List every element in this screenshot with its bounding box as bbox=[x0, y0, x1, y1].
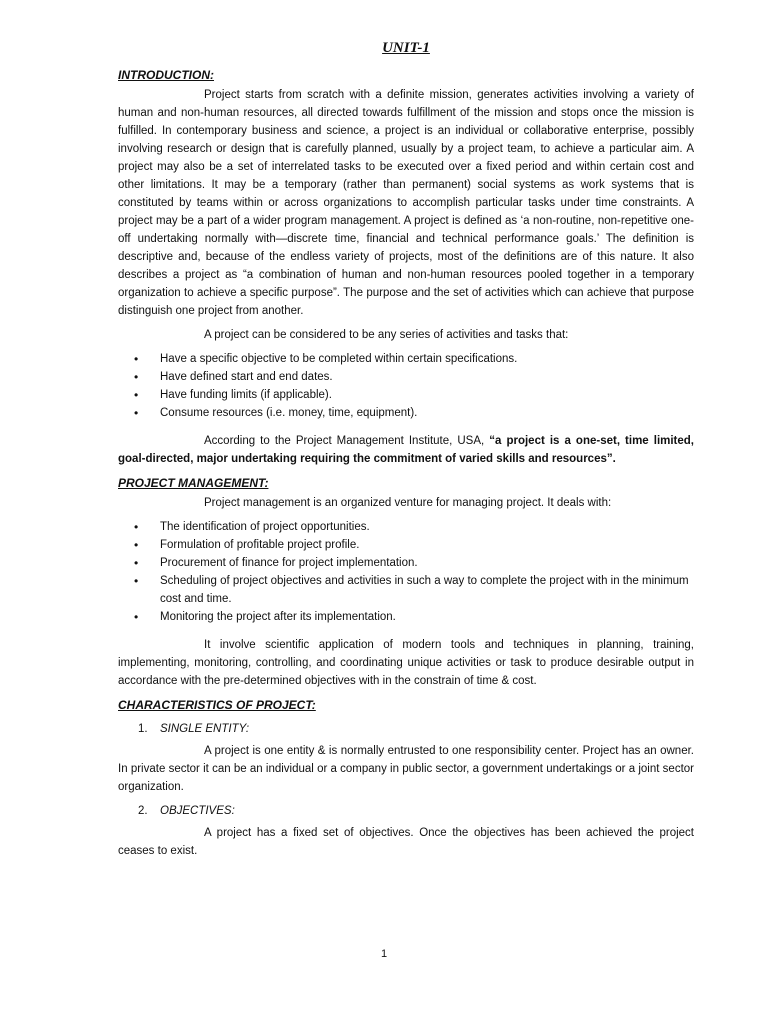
characteristic-item-1 bbox=[118, 720, 694, 738]
introduction-paragraph: Project starts from scratch with a definite mission, generates activities involving a variety of human and non-human resources, all directed towards fulfillment of the mission and stops once the mission is fulfilled. In contemporary business and science, a project is an individual or collaborative enterprise, possibly involving research or design that is carefully planned, usually by a project team, to achieve a particular aim. A project may also be a set of interrelated tasks to be executed over a fixed period and within certain cost and other limitations. It may be a temporary (rather than permanent) social systems as work systems that is constituted by teams within or across organizations to accomplish particular tasks under time constraints. A project may be a part of a wider program management. A project is defined as ‘a non-routine, non-repetitive one-off undertaking normally with—discrete time, financial and technical performance goals.’ The definition is descriptive and, because of the endless variety of projects, most of the definitions are of this nature. It also describes a project as “a combination of human and non-human resources pooled together in a temporary organization to achieve a specific purpose”. The purpose and the set of activities which can achieve that purpose distinguish one project from another. bbox=[118, 89, 694, 317]
list-item: • Formulation of profitable project profile. bbox=[134, 538, 360, 552]
pmi-lead-text: According to the Project Management Institute, USA, bbox=[204, 435, 490, 447]
list-item: • Consume resources (i.e. money, time, equipment). bbox=[134, 406, 418, 420]
item-number: 2. bbox=[138, 805, 148, 817]
single-entity-paragraph: A project is one entity & is normally entrusted to one responsibility center. Project has an owner. In private sector it can be an individual or a company in public sector, a government undertakings or a joint sector organization. bbox=[118, 745, 694, 793]
bullet-icon: • bbox=[134, 352, 139, 366]
list-item: • Have funding limits (if applicable). bbox=[134, 388, 332, 402]
list-item bbox=[138, 802, 694, 820]
bullet-icon: • bbox=[134, 538, 139, 552]
item-number: 1. bbox=[138, 723, 148, 735]
characteristic-item-2 bbox=[118, 802, 694, 820]
item-title: SINGLE ENTITY: bbox=[160, 723, 250, 735]
list-item: • Have a specific objective to be completed within certain specifications. bbox=[134, 352, 518, 366]
pmi-quote: “a project is a one-set, time limited, goal-directed, major undertaking requiring the commitment of varied skills and resources”. bbox=[118, 435, 695, 465]
unit-title: UNIT-1 bbox=[382, 40, 430, 56]
bullet-icon: • bbox=[134, 610, 139, 624]
project-management-detail-paragraph: It involve scientific application of modern tools and techniques in planning, training, implementing, monitoring, controlling, and coordinating unique activities or task to produce desirable output in accordance with the pre-determined objectives with in the constrain of time & cost. bbox=[118, 639, 694, 687]
activities-intro-paragraph: A project can be considered to be any series of activities and tasks that: bbox=[204, 329, 569, 341]
list-item: • Monitoring the project after its implementation. bbox=[134, 610, 396, 624]
list-item: • Procurement of finance for project implementation. bbox=[134, 556, 418, 570]
bullet-icon: • bbox=[134, 556, 139, 570]
bullet-icon: • bbox=[134, 370, 139, 384]
item-title: OBJECTIVES: bbox=[160, 805, 235, 817]
document-page bbox=[118, 38, 694, 860]
project-traits-list bbox=[118, 350, 694, 422]
list-item: • Scheduling of project objectives and activities in such a way to complete the project with in the minimum cost and time. bbox=[134, 574, 689, 605]
bullet-icon: • bbox=[134, 574, 139, 588]
project-management-paragraph: Project management is an organized venture for managing project. It deals with: bbox=[204, 497, 612, 509]
bullet-icon: • bbox=[134, 406, 139, 420]
project-management-list bbox=[118, 518, 694, 626]
list-item bbox=[138, 720, 694, 738]
characteristics-heading: CHARACTERISTICS OF PROJECT: bbox=[118, 698, 316, 712]
bullet-icon: • bbox=[134, 388, 139, 402]
list-item: • Have defined start and end dates. bbox=[134, 370, 333, 384]
bullet-icon: • bbox=[134, 520, 139, 534]
list-item: • The identification of project opportunities. bbox=[134, 520, 370, 534]
pmi-definition-paragraph bbox=[118, 432, 694, 468]
objectives-paragraph: A project has a fixed set of objectives. Once the objectives has been achieved the project ceases to exist. bbox=[118, 827, 694, 857]
page-number: 1 bbox=[380, 948, 388, 960]
introduction-heading: INTRODUCTION: bbox=[118, 68, 214, 82]
project-management-heading: PROJECT MANAGEMENT: bbox=[118, 476, 269, 490]
